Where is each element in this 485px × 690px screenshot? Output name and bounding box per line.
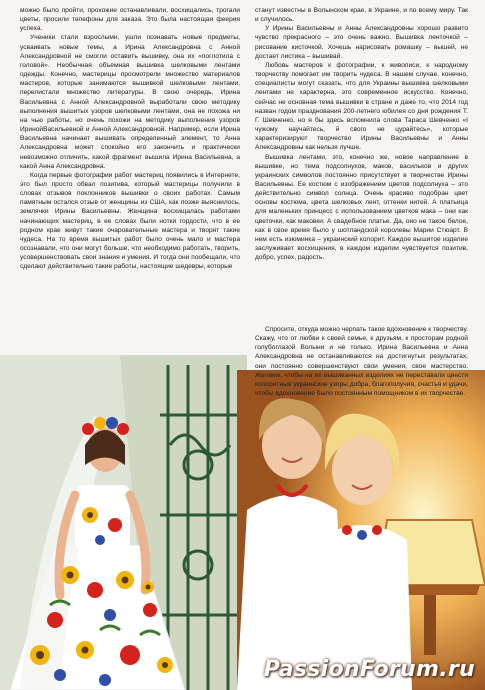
right-text-column — [255, 6, 468, 262]
paragraph: станут известны в Волынском крае, в Украине, и по всему миру. Так и случилось. — [255, 7, 468, 24]
women-illustration — [237, 370, 485, 690]
paragraph: Когда первые фотографии работ мастериц появились в Интернете, это был просто обвал позитива, который мастерицы получили в словах отзывов поклонников вышивки о своих работах. Самым памятным остался отзыв от женщины из США, как позже выяснилось, землячки Ирины Васильевны. Женщина восхищалась работами начинающих мастериц, в ее словах были нотки гордости, что в ее родном крае живут такие очаровательные мастера и творят такие чудеса. На то время вышитых работ было очень мало и мастера осознавали, что они могут больше, что необходимо работать, творить, усовершенствовать свои знания и умения. И тогда они пообещали, что сделают действительно такие работы, настоящие шедевры, которые — [20, 171, 240, 271]
paragraph: Ученики стали взрослыми, ушли познавать новые предметы, усваивать новые темы, а Ирина Александровна с Анной Александровной не смогли оставить вышивку, она их «поглотила с головой». Необычная объемная вышивка шелковыми лентами одежды. Конечно, мастерицы просмотрели множество материалов мастеров, которые занимаются вышивкой шелковыми лентами, перелистали множество литературы. В свою очередь, Ирина Васильевна с Анной Александровной выработали свою методику выполнения вышитых узоров шелковыми лентами, она не похожа ни на чью работы, но очень похожи на методику выполнения узоров ИринойВасильевной и Анной Александровной. Например, если Ирина Васильевна начинает вышивать определенный элемент, то Анна Александровна может спокойно его закончить и практически невозможно отличить, какой фрагмент вышила Ирина Васильевна, а какой Анна Александровна. — [20, 34, 240, 170]
women-photo — [237, 370, 485, 690]
paragraph: Любовь мастеров к фотографии, к живописи, к народному творчеству помогает им творить чудеса. В нашем случае, конечно, специалисты могут сказать, что для Украины вышивка шелковыми лентами не характерна, это современное искусство. Конечно, сейчас не основная тема вышивки в стране и даже то, что 2014 год назван годом празднования 200-летнего юбилея со дня рождения Т. Г. Шевченко, но я бы здесь вспомнила слова Тараса Шевченко «І чужому научайтесь, й свого не цурайтесь», которые характеризируют творчество Ирины Васильевны и Анны Александровны как нельзя лучше. — [255, 61, 468, 152]
bride-illustration — [0, 355, 247, 690]
left-text-column — [20, 6, 240, 272]
paragraph: Вышивка лентами, это, конечно же, новое направление в вышивке, но тема подсолнухов, маков, васильков и других украинских символов постоянно присутствует в творчестве Ирины Васильевны. Ее костюм с изображением цветов подсолнуха – это действительно символ солнца. Очень красиво подобран цвет основы костюма, цвета шелковых лент, оттенки нитей. А платьица для маленьких принцесс с использованием цветков мака – они как цветочки, как маковки. А свадебное платье. Да, оно не такое белое, как в свое время было у шотландской королевы Марии Стюарт. В нем есть изюминка – украинский колорит. Каждое вышитое изделие заслуживает восхищения, в каждом изделии чувствуется позитив, добро, успех, радость. — [255, 153, 468, 262]
paragraph: У Ирины Васильевны и Анны Александровны хорошо развито чувство прекрасного – это очень важно. Вышивка ленточкой – рисование кисточкой. Хочешь нарисовать ромашку – вышей, не достает листика – вышивай. — [255, 25, 468, 60]
paragraph: можно было пройти, прохожие останавливали, восхищались, трогали цветы, просили телефоны для заказа. Это была настоящая феерия успеха. — [20, 7, 240, 33]
bride-photo — [0, 355, 247, 690]
watermark-logo: PassionForum.ru — [263, 657, 475, 682]
right-column-final-paragraph: Спросите, откуда можно черпать такое вдохновение к творчеству. Скажу, что от любви к своей семье, к друзьям, к просторам родной голубоглазой Волыни и не только. Ирина Васильевна и Анна Александровна не останавливаются на достигнутых результатах, они постоянно совершенствуют свои умения, свое мастерство. Желаем, чтобы на их вышиванных изделиях не переставали цвести колоритные украинские узоры добра, благополучия, счастья и удачи, чтобы вдохновение было постоянным помощником в их творчестве. — [255, 326, 468, 398]
